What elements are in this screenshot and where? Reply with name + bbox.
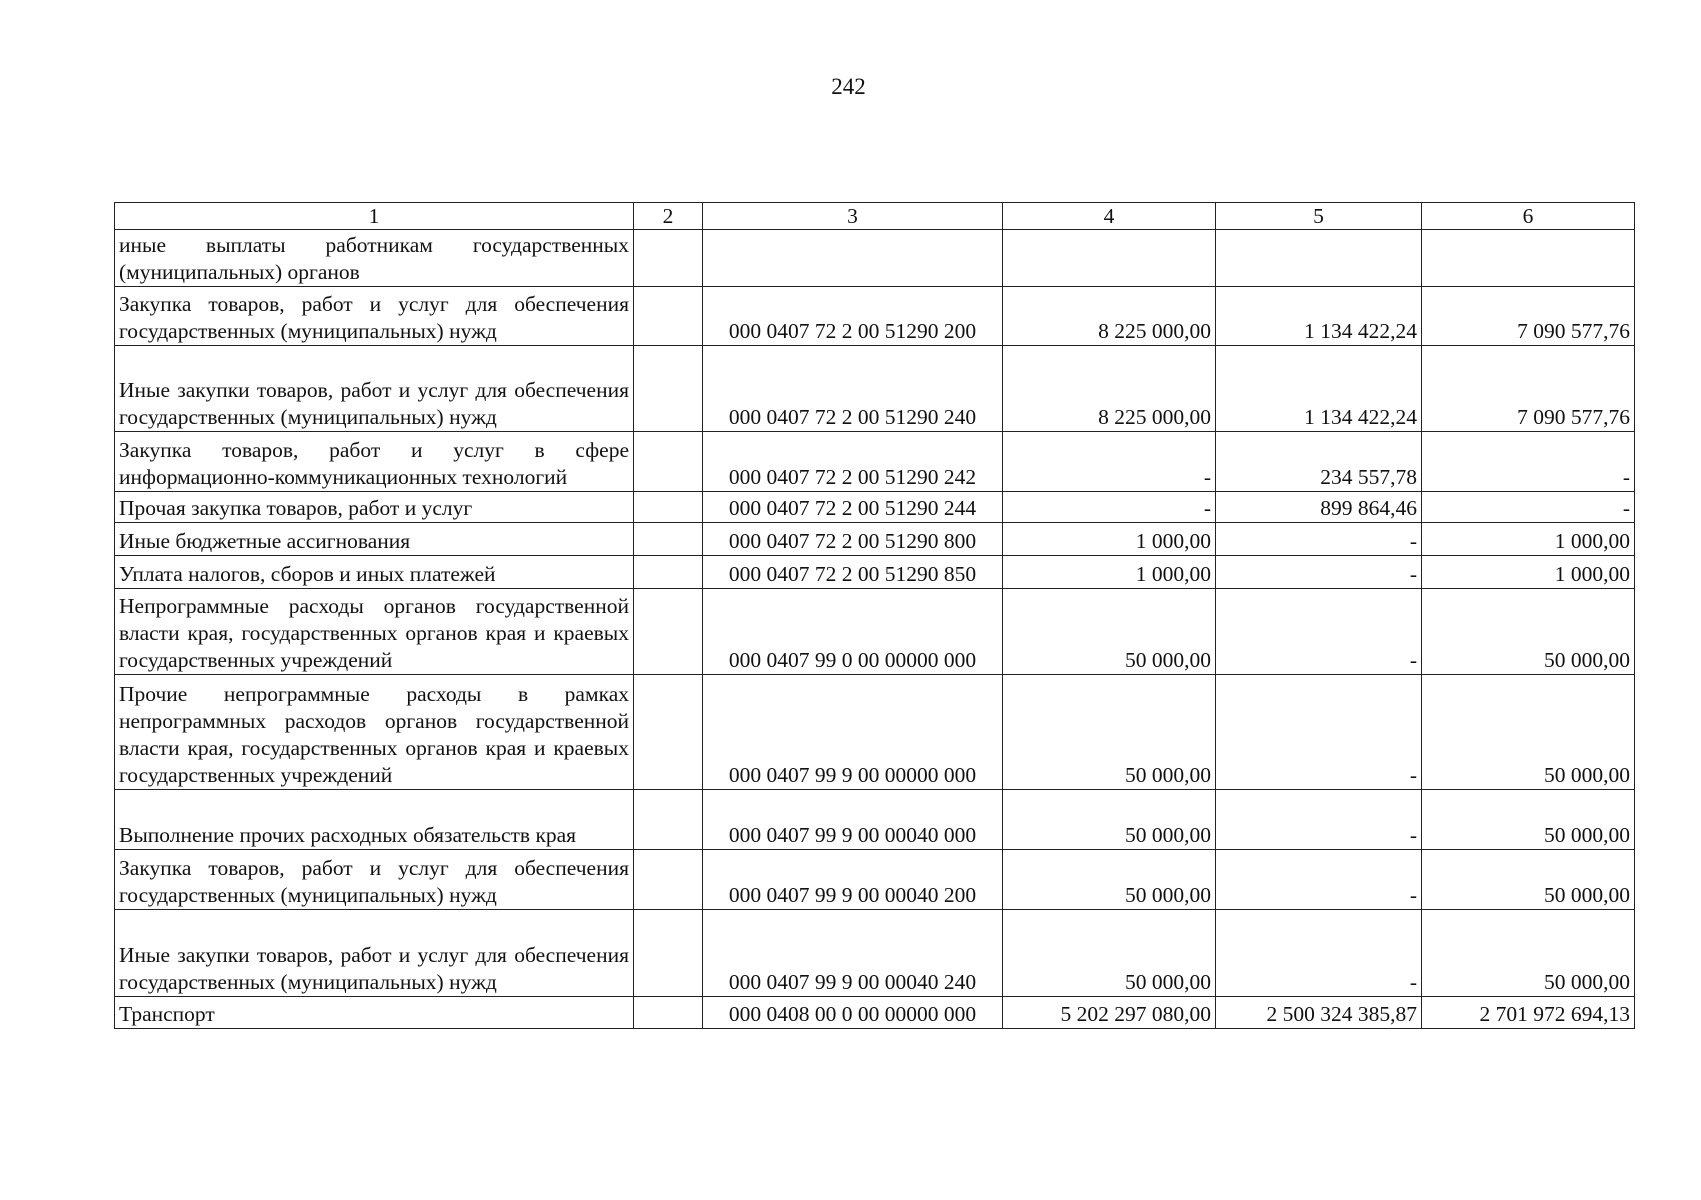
row-col6: 50 000,00 bbox=[1422, 850, 1635, 910]
row-col4: - bbox=[1003, 432, 1216, 492]
row-col6: 7 090 577,76 bbox=[1422, 346, 1635, 432]
row-name: Иные закупки товаров, работ и услуг для обеспечения государственных (муниципальных) нужд bbox=[115, 346, 634, 432]
header-col-1: 1 bbox=[115, 203, 634, 230]
row-name: Уплата налогов, сборов и иных платежей bbox=[115, 556, 634, 589]
row-name: Иные закупки товаров, работ и услуг для обеспечения государственных (муниципальных) нужд bbox=[115, 910, 634, 997]
row-col2 bbox=[634, 589, 703, 675]
row-col6: - bbox=[1422, 432, 1635, 492]
header-col-3: 3 bbox=[703, 203, 1003, 230]
table-row bbox=[115, 850, 1635, 910]
row-col5: 2 500 324 385,87 bbox=[1216, 997, 1422, 1029]
row-col5: - bbox=[1216, 910, 1422, 997]
row-col6: 50 000,00 bbox=[1422, 790, 1635, 850]
row-col5: - bbox=[1216, 556, 1422, 589]
row-name: Закупка товаров, работ и услуг для обеспечения государственных (муниципальных) нужд bbox=[115, 850, 634, 910]
row-name: Закупка товаров, работ и услуг в сфере информационно-коммуникационных технологий bbox=[115, 432, 634, 492]
row-code: 000 0407 72 2 00 51290 244 bbox=[703, 492, 1003, 523]
table-row bbox=[115, 346, 1635, 432]
row-name: Прочая закупка товаров, работ и услуг bbox=[115, 492, 634, 523]
row-col4: 5 202 297 080,00 bbox=[1003, 997, 1216, 1029]
row-name: Закупка товаров, работ и услуг для обеспечения государственных (муниципальных) нужд bbox=[115, 287, 634, 346]
table-row bbox=[115, 432, 1635, 492]
row-name: Непрограммные расходы органов государственной власти края, государственных органов края и краевых государственных учреждений bbox=[115, 589, 634, 675]
row-col6: 1 000,00 bbox=[1422, 556, 1635, 589]
table-row bbox=[115, 675, 1635, 790]
table-row bbox=[115, 910, 1635, 997]
row-col4 bbox=[1003, 230, 1216, 287]
row-code: 000 0407 99 9 00 00040 240 bbox=[703, 910, 1003, 997]
row-col6: 7 090 577,76 bbox=[1422, 287, 1635, 346]
row-col2 bbox=[634, 556, 703, 589]
row-col2 bbox=[634, 492, 703, 523]
row-col2 bbox=[634, 230, 703, 287]
row-code: 000 0407 72 2 00 51290 850 bbox=[703, 556, 1003, 589]
row-name: Выполнение прочих расходных обязательств края bbox=[115, 790, 634, 850]
row-col2 bbox=[634, 675, 703, 790]
row-col5 bbox=[1216, 230, 1422, 287]
row-col2 bbox=[634, 432, 703, 492]
table-row bbox=[115, 790, 1635, 850]
row-col2 bbox=[634, 910, 703, 997]
row-code: 000 0407 99 0 00 00000 000 bbox=[703, 589, 1003, 675]
row-col4: 50 000,00 bbox=[1003, 589, 1216, 675]
row-col6: - bbox=[1422, 492, 1635, 523]
row-col6 bbox=[1422, 230, 1635, 287]
row-col2 bbox=[634, 287, 703, 346]
row-col6: 50 000,00 bbox=[1422, 910, 1635, 997]
row-col5: 1 134 422,24 bbox=[1216, 346, 1422, 432]
row-col2 bbox=[634, 346, 703, 432]
row-name: Транспорт bbox=[115, 997, 634, 1029]
row-col4: 8 225 000,00 bbox=[1003, 287, 1216, 346]
row-col4: 50 000,00 bbox=[1003, 675, 1216, 790]
row-col5: - bbox=[1216, 675, 1422, 790]
row-col5: - bbox=[1216, 790, 1422, 850]
row-col4: - bbox=[1003, 492, 1216, 523]
row-col2 bbox=[634, 850, 703, 910]
row-name: Прочие непрограммные расходы в рамках непрограммных расходов органов государственной власти края, государственных органов края и краевых государственных учреждений bbox=[115, 675, 634, 790]
row-name: иные выплаты работникам государственных (муниципальных) органов bbox=[115, 230, 634, 287]
row-name: Иные бюджетные ассигнования bbox=[115, 523, 634, 556]
row-col2 bbox=[634, 997, 703, 1029]
row-col5: 1 134 422,24 bbox=[1216, 287, 1422, 346]
row-col5: - bbox=[1216, 850, 1422, 910]
row-code bbox=[703, 230, 1003, 287]
row-code: 000 0407 72 2 00 51290 240 bbox=[703, 346, 1003, 432]
page-number: 242 bbox=[831, 74, 866, 99]
row-col4: 50 000,00 bbox=[1003, 910, 1216, 997]
row-col4: 1 000,00 bbox=[1003, 523, 1216, 556]
budget-table bbox=[114, 202, 1635, 1029]
table-row bbox=[115, 287, 1635, 346]
header-col-6: 6 bbox=[1422, 203, 1635, 230]
row-col4: 8 225 000,00 bbox=[1003, 346, 1216, 432]
row-code: 000 0407 99 9 00 00040 000 bbox=[703, 790, 1003, 850]
header-col-5: 5 bbox=[1216, 203, 1422, 230]
row-code: 000 0407 99 9 00 00000 000 bbox=[703, 675, 1003, 790]
header-col-4: 4 bbox=[1003, 203, 1216, 230]
table-row bbox=[115, 997, 1635, 1029]
row-code: 000 0407 72 2 00 51290 242 bbox=[703, 432, 1003, 492]
row-col5: 899 864,46 bbox=[1216, 492, 1422, 523]
row-col2 bbox=[634, 523, 703, 556]
table-header-row bbox=[115, 203, 1635, 230]
table-row bbox=[115, 556, 1635, 589]
row-col5: - bbox=[1216, 589, 1422, 675]
row-col4: 50 000,00 bbox=[1003, 850, 1216, 910]
row-code: 000 0408 00 0 00 00000 000 bbox=[703, 997, 1003, 1029]
row-col4: 50 000,00 bbox=[1003, 790, 1216, 850]
row-col2 bbox=[634, 790, 703, 850]
row-col5: - bbox=[1216, 523, 1422, 556]
table-row bbox=[115, 523, 1635, 556]
row-col6: 50 000,00 bbox=[1422, 589, 1635, 675]
row-col6: 2 701 972 694,13 bbox=[1422, 997, 1635, 1029]
table-row bbox=[115, 589, 1635, 675]
row-code: 000 0407 99 9 00 00040 200 bbox=[703, 850, 1003, 910]
header-col-2: 2 bbox=[634, 203, 703, 230]
row-code: 000 0407 72 2 00 51290 800 bbox=[703, 523, 1003, 556]
row-col6: 50 000,00 bbox=[1422, 675, 1635, 790]
row-col5: 234 557,78 bbox=[1216, 432, 1422, 492]
table-row bbox=[115, 230, 1635, 287]
row-code: 000 0407 72 2 00 51290 200 bbox=[703, 287, 1003, 346]
row-col4: 1 000,00 bbox=[1003, 556, 1216, 589]
table-row bbox=[115, 492, 1635, 523]
row-col6: 1 000,00 bbox=[1422, 523, 1635, 556]
